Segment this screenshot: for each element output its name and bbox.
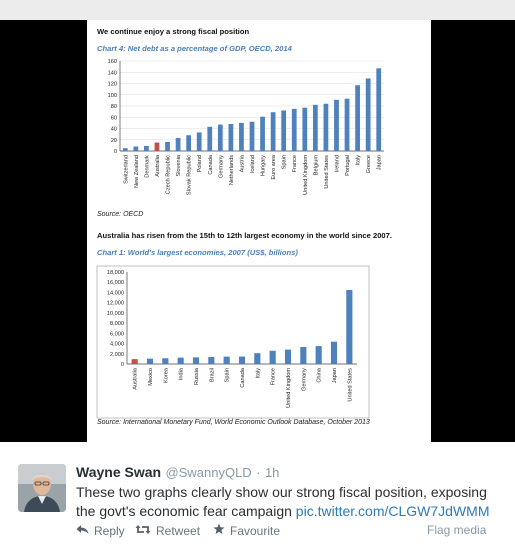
- bar-russia: [193, 357, 199, 364]
- y-tick-label: 120: [107, 81, 117, 88]
- x-tick-label: Japan: [332, 368, 338, 384]
- y-tick-label: 12,000: [106, 300, 124, 307]
- bar-spain: [224, 357, 230, 364]
- bar-japan: [331, 342, 337, 364]
- x-tick-label: Austria: [239, 155, 246, 173]
- bar-hungary: [260, 117, 265, 151]
- net-debt-chart: [87, 55, 431, 215]
- x-tick-label: Brazil: [209, 368, 216, 382]
- x-tick-label: Spain: [224, 368, 231, 383]
- x-tick-label: Portugal: [345, 155, 352, 176]
- y-tick-label: 0: [120, 362, 124, 368]
- y-tick-label: 100: [107, 92, 117, 99]
- star-icon: [213, 523, 225, 538]
- bar-france: [292, 109, 297, 151]
- bar-portugal: [345, 99, 350, 151]
- chart-frame: [97, 266, 369, 418]
- favourite-label: Favourite: [230, 523, 281, 538]
- tweet-body: These two graphs clearly show our strong fiscal position, exposing the govt's economic fear campaign: [76, 484, 487, 519]
- x-tick-label: Japan: [376, 155, 383, 171]
- author-handle[interactable]: @SwannyQLD: [165, 465, 252, 480]
- x-tick-label: Iceland: [250, 155, 256, 174]
- favourite-button[interactable]: [213, 523, 280, 538]
- x-tick-label: New Zealand: [133, 155, 140, 188]
- bar-mexico: [147, 359, 153, 364]
- chart-4-source: Source: OECD: [97, 211, 144, 218]
- chart-4-title: Chart 4: Net debt as a percentage of GDP, OECD, 2014: [97, 44, 292, 53]
- bar-czech-republic: [165, 142, 170, 151]
- bar-poland: [197, 132, 202, 151]
- bar-germany: [218, 125, 223, 151]
- bar-japan: [376, 68, 381, 151]
- x-tick-label: France: [270, 368, 277, 386]
- bar-slovenia: [176, 138, 181, 151]
- bar-greece: [366, 78, 371, 151]
- retweet-icon: [135, 523, 151, 538]
- y-tick-label: 16,000: [106, 280, 124, 287]
- bar-ireland: [334, 100, 339, 151]
- chart-1-title: Chart 1: World's largest economies, 2007 (US$, billions): [97, 248, 298, 257]
- x-tick-label: Australia: [154, 155, 161, 177]
- x-tick-label: United States: [323, 154, 330, 189]
- y-tick-label: 80: [110, 104, 117, 110]
- section-heading-economy: Australia has risen from the 15th to 12th largest economy in the world since 2007.: [97, 231, 392, 240]
- x-tick-label: Belgium: [313, 155, 320, 176]
- bar-iceland: [250, 122, 255, 151]
- y-tick-label: 10,000: [106, 310, 124, 317]
- bar-united-states: [346, 290, 352, 364]
- chart-image[interactable]: [87, 20, 431, 442]
- x-tick-label: Canada: [240, 368, 246, 388]
- tweet-header: [76, 464, 279, 482]
- x-tick-label: China: [316, 368, 323, 383]
- retweet-button[interactable]: [135, 523, 200, 538]
- flag-media-link[interactable]: Flag media: [427, 523, 487, 537]
- x-tick-label: United Kingdom: [302, 154, 309, 195]
- bar-slovak-republic: [186, 135, 191, 151]
- chart-1-source: Source: International Monetary Fund, World Economic Outlook Database, October 2013: [97, 419, 370, 426]
- x-tick-label: Greece: [366, 155, 373, 174]
- x-tick-label: India: [178, 368, 185, 381]
- x-tick-label: Poland: [197, 155, 204, 173]
- bar-austria: [239, 123, 244, 151]
- bar-italy: [355, 85, 360, 151]
- y-tick-label: 4,000: [110, 341, 124, 348]
- bar-united-states: [324, 104, 329, 151]
- y-tick-label: 2,000: [110, 351, 124, 358]
- x-tick-label: Mexico: [148, 368, 154, 386]
- x-tick-label: Slovak Republic: [186, 155, 193, 196]
- reply-button[interactable]: [76, 523, 125, 538]
- y-tick-label: 160: [107, 59, 117, 65]
- tweet-media-link[interactable]: pic.twitter.com/CLGW7JdWMM: [295, 503, 490, 519]
- x-tick-label: France: [292, 155, 299, 173]
- bar-denmark: [144, 146, 149, 151]
- y-tick-label: 20: [110, 137, 117, 144]
- bar-canada: [239, 357, 245, 364]
- y-tick-label: 40: [110, 126, 117, 133]
- bar-united-kingdom: [285, 350, 291, 364]
- time-separator: ·: [256, 465, 261, 480]
- x-tick-label: Switzerland: [123, 155, 130, 184]
- media-top-strip: [0, 0, 515, 20]
- section-heading-fiscal: We continue enjoy a strong fiscal position: [97, 27, 250, 36]
- bar-korea: [162, 358, 168, 364]
- bar-australia: [155, 143, 160, 151]
- x-tick-label: Hungary: [260, 155, 267, 177]
- tweet-text: [76, 483, 506, 521]
- x-tick-label: Slovenia: [176, 155, 183, 177]
- tweet: [0, 442, 515, 559]
- x-tick-label: Italy: [255, 368, 262, 379]
- x-tick-label: Canada: [207, 155, 214, 175]
- x-tick-label: Russia: [194, 368, 200, 386]
- x-tick-label: United Kingdom: [286, 368, 292, 408]
- x-tick-label: United States: [347, 368, 354, 402]
- y-tick-label: 60: [110, 115, 117, 122]
- bar-euro-area: [271, 112, 276, 151]
- y-tick-label: 0: [113, 149, 117, 155]
- x-tick-label: Spain: [281, 155, 288, 170]
- x-tick-label: Denmark: [144, 155, 151, 178]
- author-name[interactable]: Wayne Swan: [76, 464, 162, 480]
- bar-germany: [300, 347, 306, 364]
- largest-economies-chart: [87, 258, 431, 410]
- retweet-label: Retweet: [156, 523, 201, 538]
- bar-netherlands: [229, 124, 234, 151]
- bar-united-kingdom: [302, 108, 307, 151]
- x-tick-label: Czech Republic: [165, 155, 172, 195]
- x-tick-label: Germany: [301, 368, 308, 392]
- y-tick-label: 8,000: [110, 321, 124, 328]
- bar-belgium: [313, 105, 318, 151]
- bar-brazil: [208, 357, 214, 364]
- x-tick-label: Ireland: [334, 154, 341, 173]
- bar-switzerland: [123, 148, 128, 151]
- reply-label: Reply: [94, 523, 125, 538]
- x-tick-label: Australia: [132, 368, 139, 390]
- bar-italy: [254, 353, 260, 364]
- x-tick-label: Euro area: [271, 155, 278, 180]
- y-tick-label: 14,000: [106, 290, 124, 297]
- bar-india: [178, 358, 184, 364]
- x-tick-label: Korea: [163, 368, 170, 383]
- x-tick-label: Netherlands: [228, 155, 235, 186]
- bar-new-zealand: [133, 147, 138, 152]
- y-tick-label: 18,000: [106, 270, 124, 276]
- bar-canada: [207, 127, 212, 151]
- tweet-timestamp[interactable]: 1h: [264, 465, 280, 480]
- y-tick-label: 6,000: [110, 331, 124, 338]
- bar-spain: [281, 111, 286, 152]
- bar-australia: [132, 359, 138, 364]
- y-tick-label: 140: [107, 70, 117, 77]
- x-tick-label: Germany: [218, 155, 225, 179]
- avatar[interactable]: [18, 464, 66, 512]
- bar-china: [316, 346, 322, 364]
- bar-france: [270, 351, 276, 364]
- x-tick-label: Italy: [355, 155, 362, 166]
- reply-arrow-icon: [76, 523, 89, 538]
